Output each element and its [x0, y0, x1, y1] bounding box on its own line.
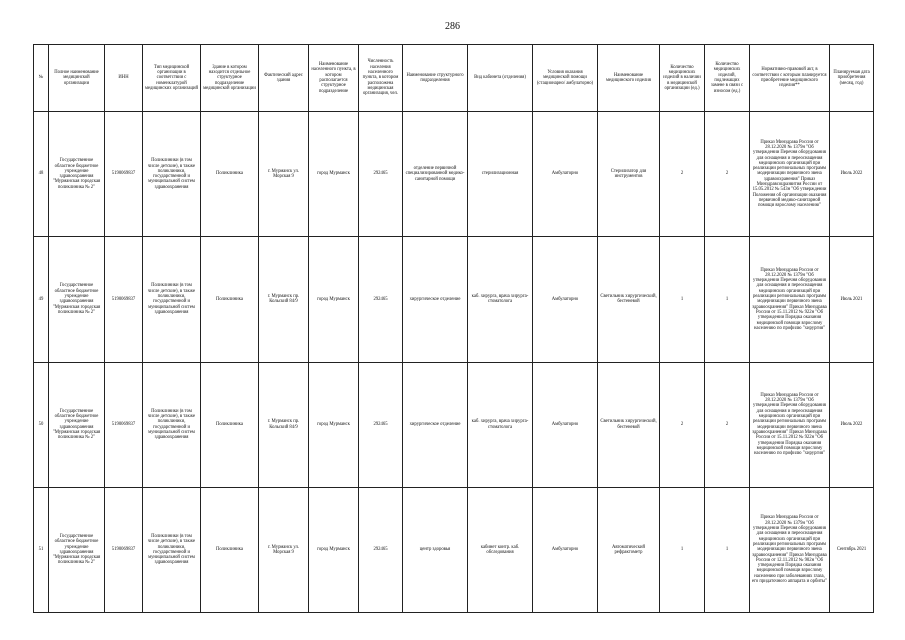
cell-cabinet: каб. хирурга, врача хирурга-стоматолога	[468, 362, 533, 487]
cell-purchase-date: Июль 2022	[830, 112, 874, 237]
col-header-settlement: Наименование населенного пункта, в котором располагается структурное подразделение	[309, 45, 359, 112]
cell-qty-have: 1	[660, 237, 705, 362]
col-header-number: №	[34, 45, 49, 112]
cell-inn: 5190069837	[105, 112, 143, 237]
col-header-population: Численность населения населенного пункта, в котором расположена медицинская организация, чел.	[359, 45, 403, 112]
cell-population: 292465	[359, 112, 403, 237]
cell-unit: центр здоровья	[403, 487, 468, 612]
cell-building: Поликлиника	[201, 487, 259, 612]
cell-device: Светильник хирургический, бестеневой	[598, 237, 660, 362]
cell-settlement: город Мурманск	[309, 487, 359, 612]
header-row	[34, 45, 874, 112]
cell-qty-have: 2	[660, 112, 705, 237]
cell-population: 292465	[359, 237, 403, 362]
table-row	[34, 112, 874, 237]
cell-number: 50	[34, 362, 49, 487]
cell-org-type: Поликлиники (в том числе детские), в также поликлиники, государственной и муниципальной систем здравоохранения	[143, 112, 201, 237]
cell-org-type: Поликлиники (в том числе детские), в также поликлиники, государственной и муниципальной систем здравоохранения	[143, 487, 201, 612]
cell-address: г. Мурманск пр. Кольский 84/9	[259, 362, 309, 487]
cell-purchase-date: Июль 2022	[830, 362, 874, 487]
cell-qty-have: 1	[660, 487, 705, 612]
cell-org-type: Поликлиники (в том числе детские), в также поликлиники, государственной и муниципальной систем здравоохранения	[143, 362, 201, 487]
cell-number: 49	[34, 237, 49, 362]
col-header-building: Здание в котором находится отдельное структурное подразделение медицинской организации	[201, 45, 259, 112]
col-header-address: Фактический адрес здания	[259, 45, 309, 112]
cell-qty-replace: 1	[705, 237, 750, 362]
cell-org-name: Государственное областное бюджетное учреждение здравоохранения "Мурманская городская поликлиника № 2"	[49, 237, 105, 362]
cell-building: Поликлиника	[201, 237, 259, 362]
cell-qty-replace: 1	[705, 487, 750, 612]
cell-purchase-date: Июль 2021	[830, 237, 874, 362]
cell-population: 292465	[359, 362, 403, 487]
cell-building: Поликлиника	[201, 362, 259, 487]
cell-inn: 5190069837	[105, 487, 143, 612]
cell-conditions: Амбулаторно	[533, 112, 598, 237]
cell-settlement: город Мурманск	[309, 362, 359, 487]
cell-qty-replace: 2	[705, 362, 750, 487]
col-header-legal-act: Нормативно-правовой акт, в соответствии с которым планируется приобретение медицинского изделия**	[750, 45, 830, 112]
cell-settlement: город Мурманск	[309, 112, 359, 237]
col-header-device: Наименование медицинского изделия	[598, 45, 660, 112]
cell-address: г. Мурманск пр. Кольский 84/9	[259, 237, 309, 362]
cell-legal-act: Приказ Минздрава России от 28.12.2020 № 1379н "Об утверждении Перечня оборудования для оснащения и переоснащения медицинских организаций при реализации региональных программ модернизации первичного звена здравоохранения" Приказ Минздрава России от 15.11.2012 № 922н "Об утверждении Порядка оказания медицинской помощи взрослому населению по профилю "хирургия"	[750, 237, 830, 362]
col-header-qty-replace: Количество медицинских изделий, подлежащих замене в связи с износом (ед.)	[705, 45, 750, 112]
cell-device: Стерилизатор для инструментов	[598, 112, 660, 237]
cell-conditions: Амбулаторно	[533, 237, 598, 362]
cell-inn: 5190069837	[105, 362, 143, 487]
page-number: 286	[445, 21, 460, 32]
cell-address: г. Мурманск ул. Морская 9	[259, 487, 309, 612]
cell-purchase-date: Сентябрь 2021	[830, 487, 874, 612]
cell-cabinet: каб. хирурга, врача хирурга-стоматолога	[468, 237, 533, 362]
table-row	[34, 487, 874, 612]
cell-conditions: Амбулаторно	[533, 487, 598, 612]
cell-org-name: Государственное областное бюджетное учреждение здравоохранения "Мурманская городская поликлиника № 2"	[49, 487, 105, 612]
cell-address: г. Мурманск ул. Морская 9	[259, 112, 309, 237]
cell-unit: хирургическое отделение	[403, 237, 468, 362]
col-header-org-type: Тип медицинской организации в соответствии с номенклатурой медицинских организаций	[143, 45, 201, 112]
col-header-qty-have: Количество медицинских изделий в наличии в медицинской организации (ед.)	[660, 45, 705, 112]
col-header-org-name: Полное наименование медицинской организации	[49, 45, 105, 112]
cell-cabinet: кабинет контр. каб. обследования	[468, 487, 533, 612]
cell-org-name: Государственное областное бюджетное учреждение здравоохранения "Мурманская городская поликлиника № 2"	[49, 112, 105, 237]
cell-device: Автоматический рефрактометр	[598, 487, 660, 612]
col-header-purchase-date: Планируемая дата приобретения (месяц, год)	[830, 45, 874, 112]
cell-qty-have: 2	[660, 362, 705, 487]
cell-qty-replace: 2	[705, 112, 750, 237]
cell-legal-act: Приказ Минздрава России от 28.12.2020 № 1379н "Об утверждении Перечня оборудования для оснащения и переоснащения медицинских организаций при реализации региональных программ модернизации первичного звена здравоохранения" Приказ Минздрава России от 15.11.2012 № 922н "Об утверждении Порядка оказания медицинской помощи взрослому населению по профилю "хирургия"	[750, 362, 830, 487]
cell-population: 292465	[359, 487, 403, 612]
cell-building: Поликлиника	[201, 112, 259, 237]
cell-cabinet: стерилизационная	[468, 112, 533, 237]
col-header-cabinet: Вид кабинета (отделения)	[468, 45, 533, 112]
table-row	[34, 237, 874, 362]
cell-device: Светильник хирургический, бестеневой	[598, 362, 660, 487]
cell-conditions: Амбулаторно	[533, 362, 598, 487]
col-header-conditions: Условия оказания медицинской помощи (стационарно/ амбулаторно)	[533, 45, 598, 112]
col-header-inn: ИНН	[105, 45, 143, 112]
cell-unit: отделение первичной специализированной медико-санитарной помощи	[403, 112, 468, 237]
cell-number: 51	[34, 487, 49, 612]
cell-unit: хирургическое отделение	[403, 362, 468, 487]
equipment-registry-table	[33, 44, 874, 613]
cell-legal-act: Приказ Минздрава России от 28.12.2020 № 1379н "Об утверждении Перечня оборудования для оснащения и переоснащения медицинских организаций при реализации региональных программ модернизации первичного звена здравоохранения" Приказ Минздравсоцразвития России от 15.05.2012 № 543н "Об утверждении Положения об организации оказания первичной медико-санитарной помощи взрослому населению"	[750, 112, 830, 237]
cell-org-type: Поликлиники (в том числе детские), в также поликлиники, государственной и муниципальной систем здравоохранения	[143, 237, 201, 362]
col-header-unit: Наименование структурного подразделения	[403, 45, 468, 112]
cell-settlement: город Мурманск	[309, 237, 359, 362]
cell-inn: 5190069837	[105, 237, 143, 362]
cell-number: 48	[34, 112, 49, 237]
cell-legal-act: Приказ Минздрава России от 28.12.2020 № 1379н "Об утверждении Перечня оборудования для оснащения и переоснащения медицинских организаций при реализации региональных программ модернизации первичного звена здравоохранения" Приказ Минздрава России от 12.11.2012 № 902н "Об утверждении Порядка оказания медицинской помощи взрослому населению при заболеваниях глаза, его придаточного аппарата и орбиты"	[750, 487, 830, 612]
cell-org-name: Государственное областное бюджетное учреждение здравоохранения "Мурманская городская поликлиника № 2"	[49, 362, 105, 487]
table-row	[34, 362, 874, 487]
